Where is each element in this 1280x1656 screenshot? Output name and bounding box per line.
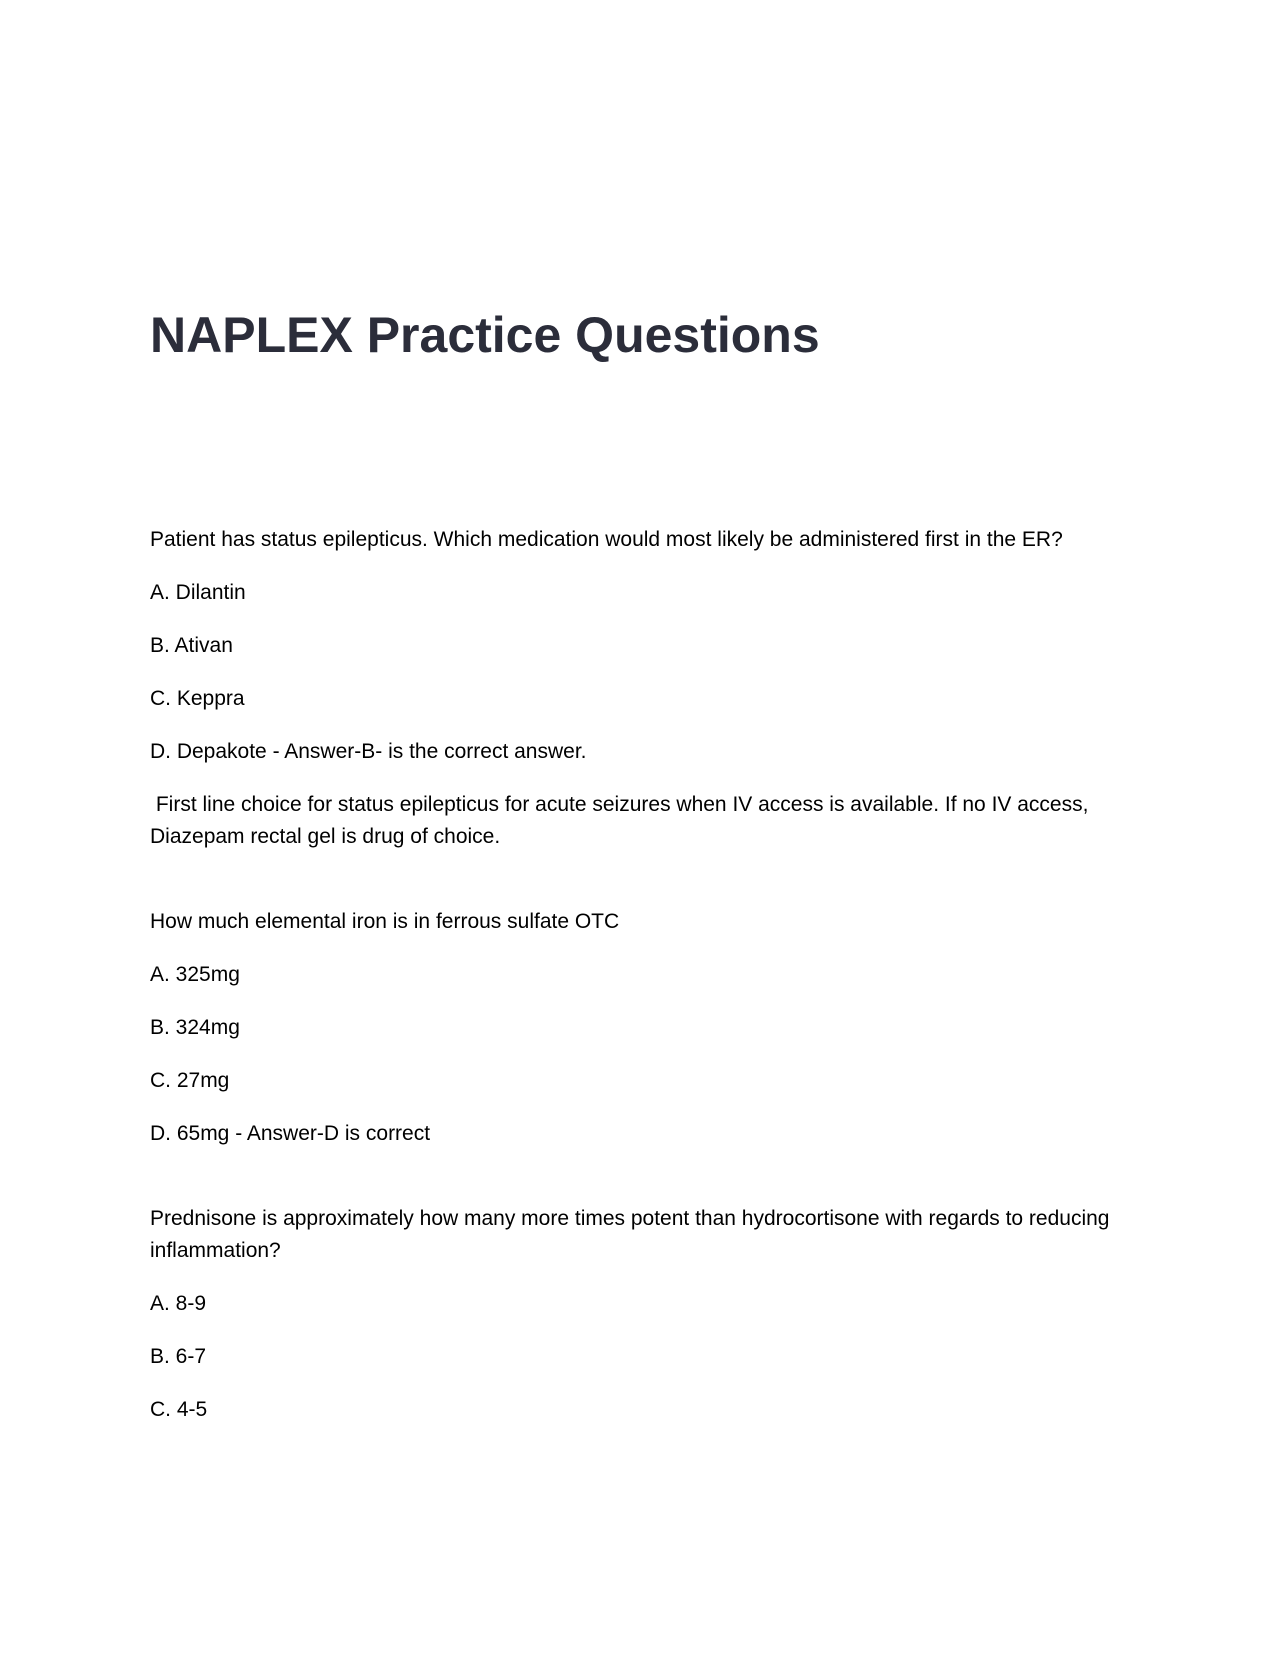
answer-option: B. 324mg [150,1016,240,1039]
question-prompt: How much elemental iron is in ferrous sulfate OTC [150,910,620,933]
question-prompt: Patient has status epilepticus. Which medication would most likely be administered first in the ER? [150,528,1063,551]
spacer [150,1171,1140,1203]
answer-option: A. 325mg [150,963,240,986]
answer-option: C. 4-5 [150,1398,208,1421]
answer-explanation: First line choice for status epilepticus for acute seizures when IV access is available. If no IV access, Diazepam rectal gel is drug of choice. [150,793,1095,848]
answer-option: A. 8-9 [150,1292,207,1315]
answer-option: D. Depakote - Answer-B- is the correct answer. [150,740,587,763]
answer-option: B. 6-7 [150,1345,207,1368]
spacer [150,874,1140,906]
answer-option: C. Keppra [150,687,245,710]
answer-option: A. Dilantin [150,581,246,604]
answer-option: B. Ativan [150,634,233,657]
question-prompt: Prednisone is approximately how many more times potent than hydrocortisone with regards to reducing inflammation? [150,1207,1110,1262]
answer-option: C. 27mg [150,1069,230,1092]
document-body [150,524,1140,1447]
page-title: NAPLEX Practice Questions [150,307,820,363]
answer-option: D. 65mg - Answer-D is correct [150,1122,431,1145]
